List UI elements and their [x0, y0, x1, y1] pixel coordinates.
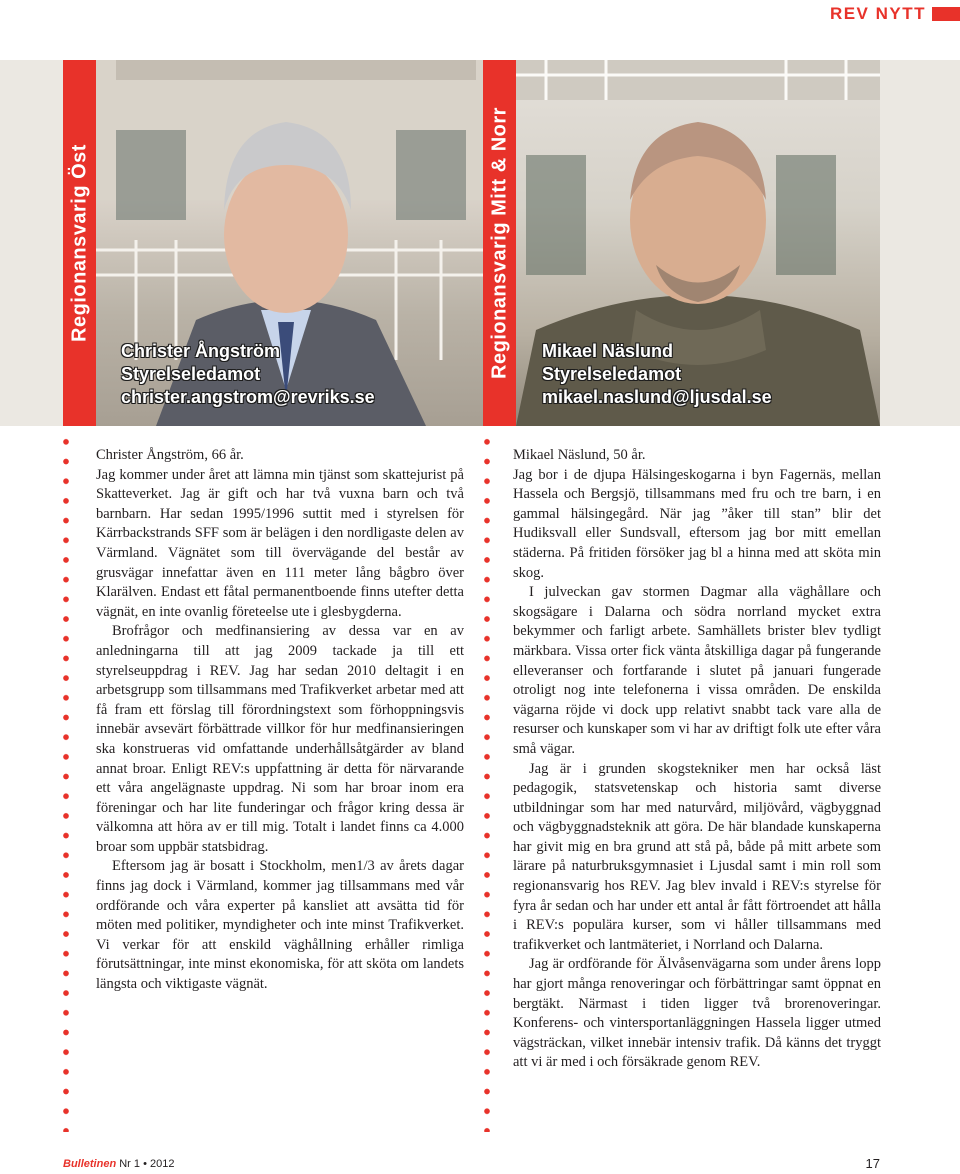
paragraph: Jag är i grunden skogstekniker men har också läst pedagogik, statsvetenskap och historia samt diverse utbildningar som har med naturvård, miljövård, vägbyggnad och vägbyggnadsteknik att göra. De här blandade kunskaperna har givit mig en bra grund att stå på, både på mitt arbete som lärare på naturbruksgymnasiet i Ljusdal samt i min roll som regionansvarig hos REV. Jag blev invald i REV:s styrelse för fyra år sedan och har under ett antal år fått förtroendet att hålla i REV:s populära kurser, som vi håller tillsammans med trafikverket och lantmäteriet, i Norrland och Dalarna.: [513, 760, 881, 953]
footer-brand: Bulletinen: [63, 1158, 117, 1170]
paragraph: Mikael Näslund, 50 år.: [513, 447, 646, 463]
caption-role: Styrelseledamot: [121, 364, 261, 384]
region-band-left: [63, 60, 96, 426]
caption-email[interactable]: christer.angstrom@revriks.se: [121, 387, 375, 407]
paragraph: I julveckan gav stormen Dagmar alla väghållare och skogsägare i Dalarna och södra norrland mycket extra bekymmer och farligt arbete. Samhällets brister blev tydligt märkbara. Vissa orter fick vänta åtskilliga dagar på fungerande elleveranser och fortfarande i slutet på januari fungerade otroligt nog inte telefonerna i vissa områden. De enskilda vägarna röjde vi dock upp relativt snabbt tack vare alla de resurser och kunskaper som vi har av driftigt folk ute efter våra små vägar.: [513, 584, 881, 757]
paragraph: Brofrågor och medfinansiering av dessa var en av anledningarna till att jag 2009 tackade ja till ett styrelseuppdrag i REV. Jag har sedan 2010 deltagit i en arbetsgrupp som tillsammans med Trafikverket arbetar med att få fram ett förslag till förordningstext som förhoppningsvis innebär avsevärt förbättrade villkor för hur medfinansieringen ska konstrueras vid omfattande underhållsåtgärder av bland annat broar. Enligt REV:s uppfattning är detta för närvarande ett våra angelägnaste uppdrag. Ni som har broar inom era föreningar och har lite funderingar och frågor kring dessa är välkomna att höra av er till mig. Totalt i landet finns ca 4.000 broar som uppbär statsbidrag.: [96, 623, 464, 855]
dotted-separator-middle: [483, 432, 491, 1132]
caption-name: Christer Ångström: [121, 341, 281, 361]
region-label-left: Regionansvarig Öst: [68, 144, 90, 342]
article-column-right: [513, 446, 881, 1073]
caption-name: Mikael Näslund: [542, 341, 674, 361]
paragraph: Jag bor i de djupa Hälsingeskogarna i byn Fagernäs, mellan Hassela och Bergsjö, tillsammans med fru och tre barn, i en gammal hälsingegård. När jag ”åker till stan” blir det Hudiksvall eller Sundsvall, eftersom jag bor mitt emellan städerna. På fritiden försöker jag bl a hinna med att sköta min skog.: [513, 466, 881, 581]
paragraph: Christer Ångström, 66 år.: [96, 447, 244, 463]
photo-caption-left: [121, 340, 375, 409]
dotted-separator-left: [62, 432, 70, 1132]
region-label-right: Regionansvarig Mitt & Norr: [488, 107, 510, 379]
page-number: 17: [865, 1156, 880, 1171]
footer-issue: Nr 1 • 2012: [119, 1158, 175, 1170]
paragraph: Eftersom jag är bosatt i Stockholm, men1/3 av årets dagar finns jag dock i Värmland, kommer jag tillsammans med vår ordförande och våra experter på kansliet att avsätta tid för möten med politiker, myndigheter och inte minst Trafikverket. Vi verkar för att enskild väghållning erhåller rimliga förutsättningar, inte minst ekonomiska, för att sköta om landets längsta och viktigaste vägnät.: [96, 858, 464, 993]
caption-role: Styrelseledamot: [542, 364, 682, 384]
caption-email[interactable]: mikael.naslund@ljusdal.se: [542, 387, 772, 407]
footer-publication: [63, 1158, 174, 1170]
article-column-left: [96, 446, 464, 995]
section-accent-bar: [932, 7, 960, 21]
paragraph: Jag är ordförande för Älvåsenvägarna som under årens lopp har gjort många renoveringar och förbättringar samt öppnat en bergtäkt. Närmast i tiden ligger två brorenoveringar. Konferens- och vintersportanläggningen Hassela ligger utmed vägsträckan, vilket innebär intensiv trafik. Då känns det tryggt att vi är med i och försäkrade genom REV.: [513, 956, 881, 1071]
paragraph: Jag kommer under året att lämna min tjänst som skattejurist på Skatteverket. Jag är gift och har två vuxna barn och två barnbarn. Har sedan 1995/1996 suttit med i styrelsen för Kärrbackstrands SFF som är belägen i den nordligaste delen av Värmland. Vägnätet som till övervägande del består av grusvägar innefattar även en 111 meter lång bågbro över Klarälven. Endast ett fåtal permanentboende finns utefter detta vägnät, en inte ovanlig företeelse ute i glesbygderna.: [96, 466, 464, 620]
section-label: REV NYTT: [829, 3, 926, 23]
section-header: [800, 0, 960, 27]
region-band-right: [483, 60, 516, 426]
photo-caption-right: [542, 340, 772, 409]
